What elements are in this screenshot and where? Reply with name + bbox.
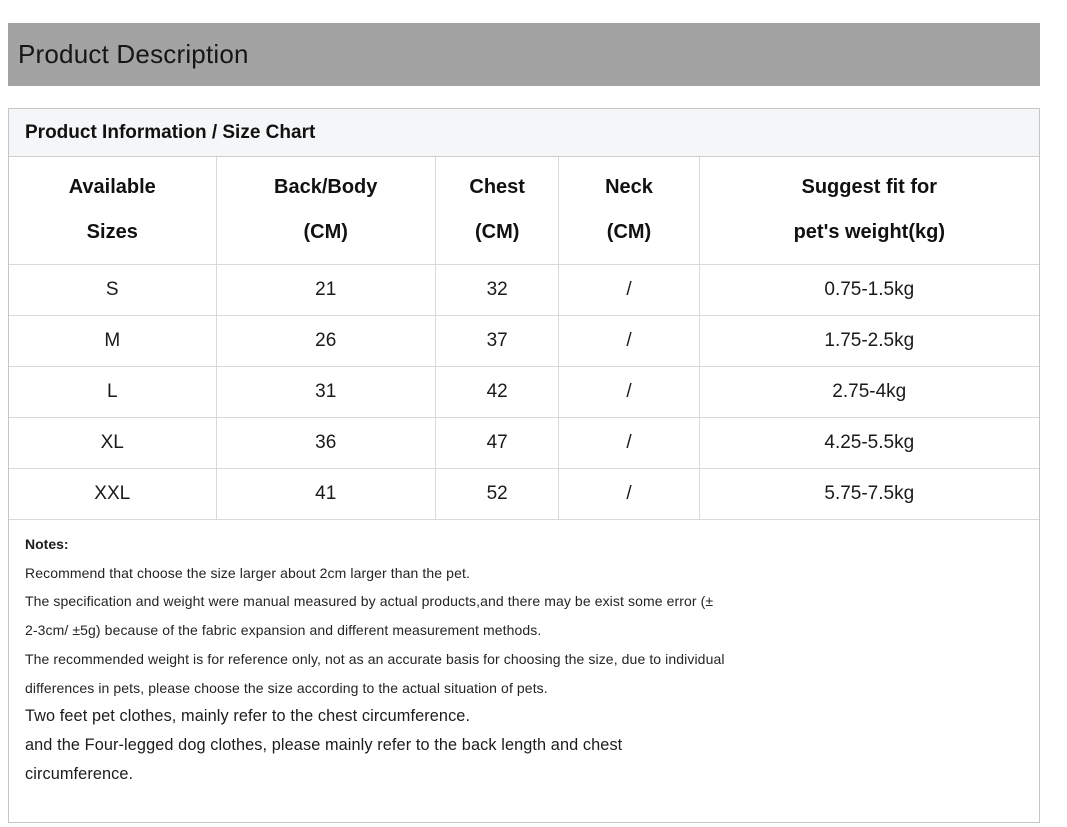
note-line: The specification and weight were manual measured by actual products,and there may be exist some error (±	[25, 593, 714, 610]
table-row	[9, 366, 1039, 417]
table-row	[9, 315, 1039, 366]
column-header-available-sizes: Available Sizes	[9, 157, 216, 264]
table-row	[9, 264, 1039, 315]
size-cell: L	[9, 366, 216, 417]
size-chart-table	[9, 157, 1039, 520]
chest-cell: 32	[435, 264, 559, 315]
column-header-suggest-weight: Suggest fit for pet's weight(kg)	[699, 157, 1039, 264]
page-title: Product Description	[18, 39, 249, 69]
neck-cell: /	[559, 417, 699, 468]
weight-cell: 5.75-7.5kg	[699, 468, 1039, 519]
back-body-cell: 21	[216, 264, 435, 315]
column-header-neck: Neck (CM)	[559, 157, 699, 264]
chest-cell: 47	[435, 417, 559, 468]
column-header-back-body: Back/Body (CM)	[216, 157, 435, 264]
note-line: 2-3cm/ ±5g) because of the fabric expansion and different measurement methods.	[25, 622, 542, 639]
product-description-banner	[8, 23, 1040, 86]
note-line: Two feet pet clothes, mainly refer to the chest circumference.	[25, 707, 471, 726]
note-line: and the Four-legged dog clothes, please mainly refer to the back length and chest	[25, 736, 623, 755]
section-title: Product Information / Size Chart	[25, 121, 316, 143]
note-line: Recommend that choose the size larger about 2cm larger than the pet.	[25, 564, 470, 581]
chest-cell: 52	[435, 468, 559, 519]
table-row	[9, 417, 1039, 468]
back-body-cell: 36	[216, 417, 435, 468]
neck-cell: /	[559, 468, 699, 519]
neck-cell: /	[559, 366, 699, 417]
back-body-cell: 41	[216, 468, 435, 519]
weight-cell: 2.75-4kg	[699, 366, 1039, 417]
section-title-bar	[9, 109, 1039, 157]
weight-cell: 4.25-5.5kg	[699, 417, 1039, 468]
column-header-chest: Chest (CM)	[435, 157, 559, 264]
header-row	[9, 157, 1039, 264]
table-row	[9, 468, 1039, 519]
neck-cell: /	[559, 264, 699, 315]
chest-cell: 42	[435, 366, 559, 417]
note-line: differences in pets, please choose the size according to the actual situation of pets.	[25, 679, 548, 696]
back-body-cell: 31	[216, 366, 435, 417]
size-cell: M	[9, 315, 216, 366]
size-chart-section	[8, 108, 1040, 823]
weight-cell: 1.75-2.5kg	[699, 315, 1039, 366]
back-body-cell: 26	[216, 315, 435, 366]
size-cell: XL	[9, 417, 216, 468]
size-cell: S	[9, 264, 216, 315]
neck-cell: /	[559, 315, 699, 366]
notes-section	[9, 520, 1039, 789]
note-line: The recommended weight is for reference only, not as an accurate basis for choosing the size, due to individual	[25, 650, 725, 667]
weight-cell: 0.75-1.5kg	[699, 264, 1039, 315]
notes-label: Notes:	[25, 535, 69, 552]
size-cell: XXL	[9, 468, 216, 519]
note-line: circumference.	[25, 765, 134, 784]
chest-cell: 37	[435, 315, 559, 366]
